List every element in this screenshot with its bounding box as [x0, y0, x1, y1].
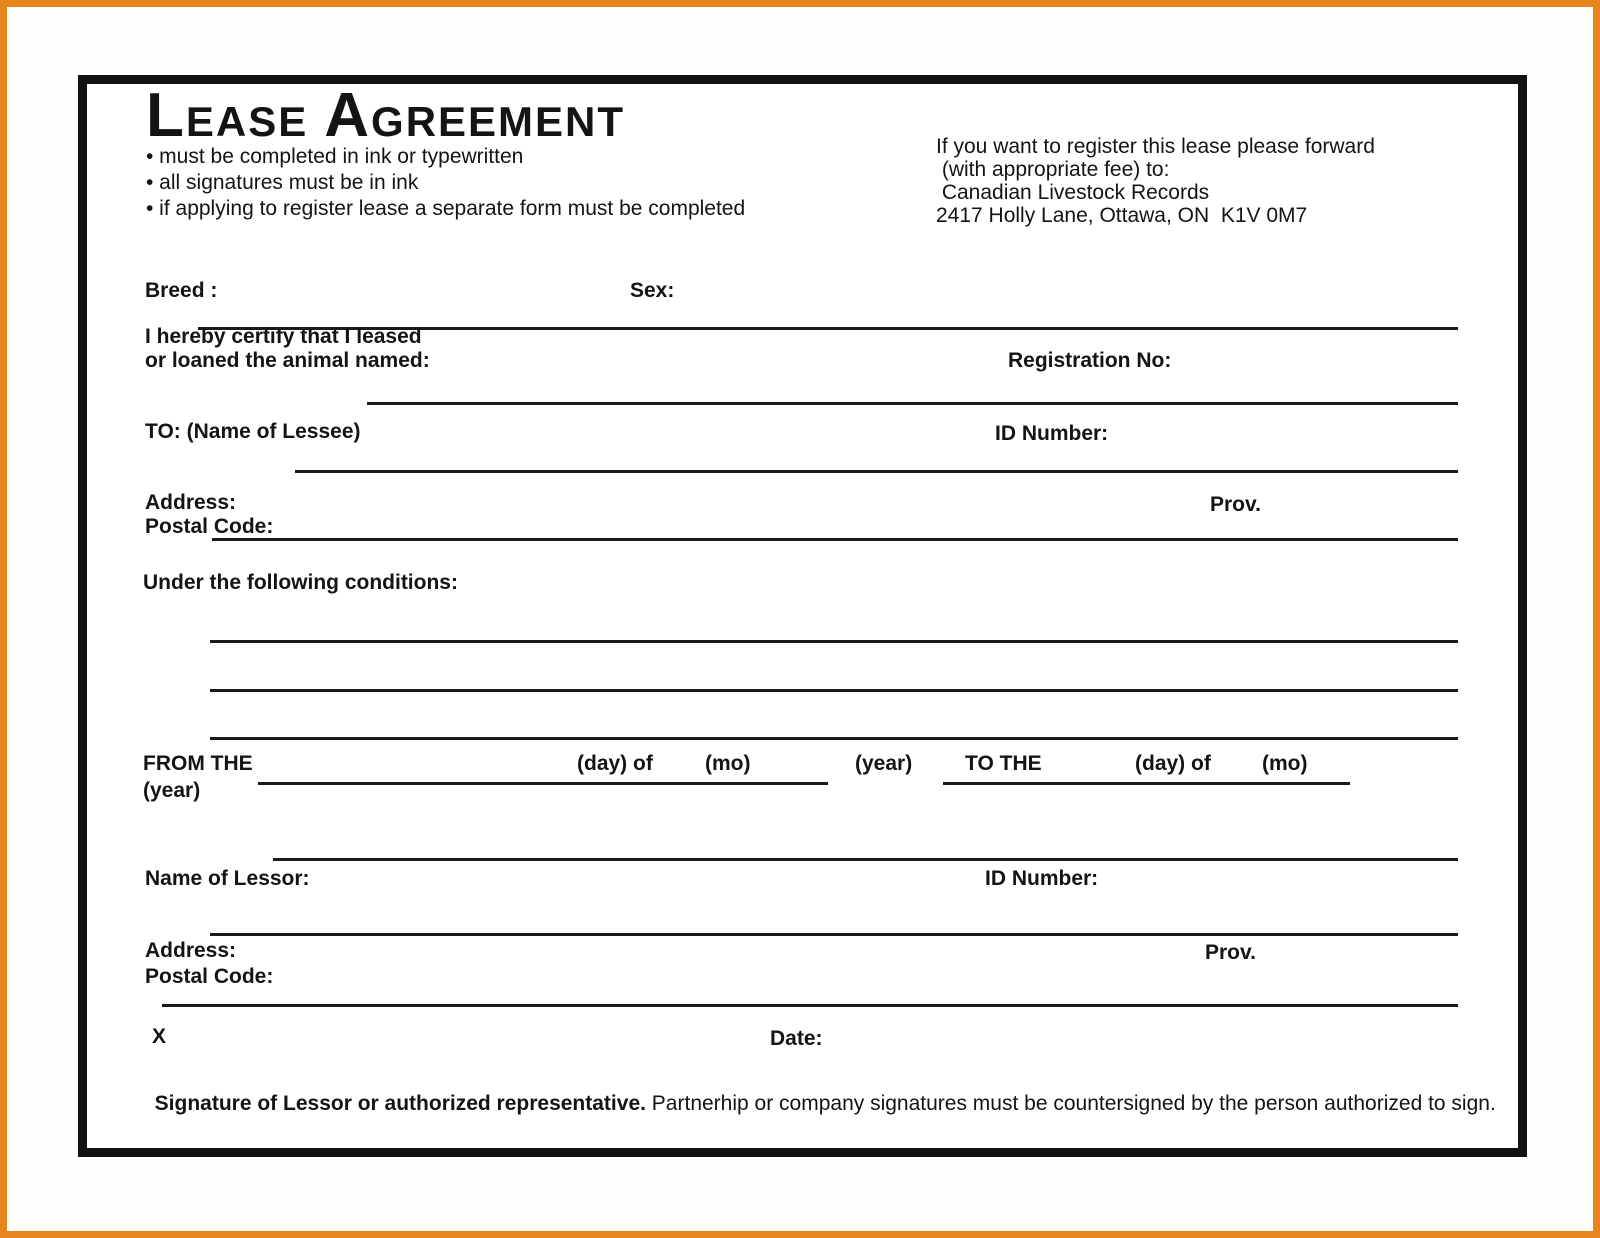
breed-label: Breed : [145, 279, 218, 302]
lessor-name-fill-line[interactable] [273, 858, 1458, 861]
from-date-fill-line[interactable] [258, 782, 828, 785]
title-word2-initial: A [324, 81, 372, 150]
instruction-bullet: • must be completed in ink or typewritten [146, 145, 524, 168]
signature-fill-line[interactable] [162, 1004, 1458, 1007]
register-info-block [936, 135, 1375, 227]
title-word1-initial: L [146, 81, 186, 150]
to-year-label: (year) [143, 779, 201, 802]
conditions-fill-line-3[interactable] [210, 737, 1458, 740]
lessee-address-fill-line[interactable] [212, 538, 1458, 541]
title-word2-rest: GREEMENT [371, 98, 626, 145]
signature-x-mark: X [152, 1025, 167, 1048]
registration-no-label: Registration No: [1008, 349, 1172, 372]
to-the-label: TO THE [965, 752, 1042, 775]
lessee-id-number-label: ID Number: [995, 422, 1109, 445]
lessor-address-label: Address: [145, 939, 237, 962]
animal-name-fill-line[interactable] [367, 402, 1458, 405]
lessor-prov-label: Prov. [1205, 941, 1256, 964]
sex-label: Sex: [630, 279, 675, 302]
certify-label-line1: I hereby certify that I leased [145, 325, 422, 348]
from-mo-label: (mo) [705, 752, 751, 775]
signature-caption-bold: Signature of Lessor or authorized representative. [154, 1092, 646, 1115]
title-word1-rest: EASE [185, 98, 309, 145]
from-the-label: FROM THE [143, 752, 253, 775]
signature-caption-rest: Partnerhip or company signatures must be countersigned by the person authorized to sign. [645, 1092, 1496, 1115]
date-label: Date: [770, 1027, 823, 1050]
register-info-line: If you want to register this lease please forward [936, 135, 1375, 158]
lessee-address-label: Address: [145, 491, 237, 514]
lessee-prov-label: Prov. [1210, 493, 1261, 516]
lessor-name-label: Name of Lessor: [145, 867, 310, 890]
lessee-name-fill-line[interactable] [295, 470, 1458, 473]
conditions-label: Under the following conditions: [143, 571, 458, 594]
lessee-name-label: TO: (Name of Lessee) [145, 420, 361, 443]
lessor-id-number-label: ID Number: [985, 867, 1099, 890]
from-year-label: (year) [855, 752, 913, 775]
register-info-line: 2417 Holly Lane, Ottawa, ON K1V 0M7 [936, 204, 1308, 227]
register-info-line: (with appropriate fee) to: [936, 158, 1170, 181]
form-border-box [78, 75, 1527, 1157]
lessee-postal-code-label: Postal Code: [145, 515, 274, 538]
instruction-bullet: • if applying to register lease a separate form must be completed [146, 197, 746, 220]
to-day-of-label: (day) of [1135, 752, 1211, 775]
lessor-address-fill-line[interactable] [210, 933, 1458, 936]
conditions-fill-line-1[interactable] [210, 640, 1458, 643]
instruction-bullet: • all signatures must be in ink [146, 171, 419, 194]
signature-caption [143, 1068, 1496, 1116]
instructions-list [146, 144, 745, 222]
from-day-of-label: (day) of [577, 752, 653, 775]
conditions-fill-line-2[interactable] [210, 689, 1458, 692]
register-info-line: Canadian Livestock Records [936, 181, 1210, 204]
form-title [146, 80, 625, 151]
certify-label-line2: or loaned the animal named: [145, 349, 430, 372]
lessor-postal-code-label: Postal Code: [145, 965, 274, 988]
to-mo-label: (mo) [1262, 752, 1308, 775]
to-date-fill-line[interactable] [943, 782, 1350, 785]
